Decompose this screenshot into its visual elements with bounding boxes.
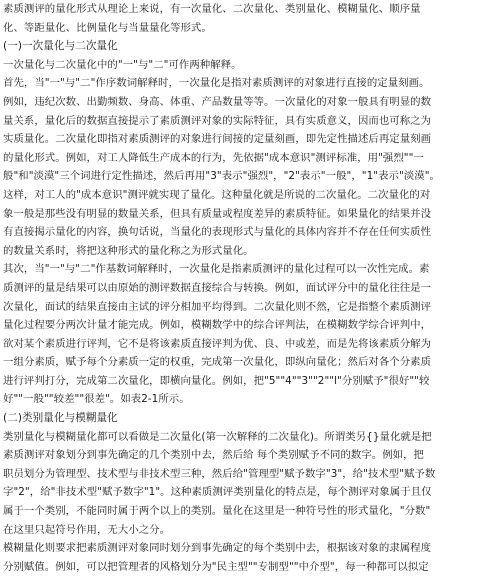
text-line: 素质测评对象划分到事先确定的几个类别中去，然后给 每个类别赋予不同的数字。例如，把 (3, 449, 424, 462)
section-heading: (二)类别量化与模糊量化 (3, 412, 118, 425)
text-line: 欲对某个素质进行评判，它不是将该素质直接评判为优、良、中或差，而是先将该素质分解为 (3, 337, 432, 350)
text-line: 象一般是那些没有明显的数量关系，但具有质量或程度差异的素质特征。如果量化的结果并没 (3, 207, 432, 220)
section-heading: (一)一次量化与二次量化 (3, 40, 118, 53)
text-line: 量化过程要分两次计量才能完成。例如，模糊数学中的综合评判法，在模糊数学综合评判中， (3, 319, 432, 332)
text-line: 实质量化。二次量化即指对素质测评的对象进行间接的定量刻画，即先定性描述后再定量刻画 (3, 133, 432, 146)
text-line: 首先，当"一"与"二"作序数词解释时，一次量化是指对素质测评的对象进行直接的定量刻画。 (3, 77, 430, 90)
text-line: 的数量关系时，将把这种形式的量化称之为形式量化。 (3, 244, 254, 257)
text-line: 次量化，面试的结果直接由主试的评分相加平均得到。二次量化则不然，它是指整个素质测评 (3, 300, 432, 313)
text-line: 字"2"，给"非技术型"赋予数字"1"。这种素质测评类别量化的特点是，每个测评对象属于且仅 (3, 486, 432, 499)
text-line: 好""一般""较差""很差"。如表2-1所示。 (3, 393, 190, 406)
text-line: 属于一个类别，不能同时属于两个以上的类别。量化在这里是一种符号性的形式量化，"分数" (3, 505, 431, 518)
text-line: 一次量化与二次量化中的"一"与"二"可作两种解释。 (3, 58, 242, 71)
text-line: 例如，违纪次数、出勤频数、身高、体重、产品数量等等。一次量化的对象一般具有明显的数 (3, 95, 432, 108)
text-line: 一组分素质，赋予每个分素质一定的权重，完成第一次量化，即纵向量化；然后对各个分素质 (3, 356, 432, 369)
text-line: 在这里只起符号作用，无大小之分。 (3, 523, 171, 536)
text-line: 类别量化与模糊量化都可以看做是二次量化(第一次解释的二次量化)。所谓类另{}量化就是把 (3, 430, 432, 443)
text-line: 量关系，量化后的数据直接提示了素质测评对象的实际特征，具有实质意义，因而也可称之为 (3, 114, 432, 127)
text-line: 化、等距量化、比例量化与当量量化等形式。 (3, 21, 212, 34)
text-line: 分别赋值。例如，可以把管理者的风格划分为"民主型""专制型""中介型"，每一种都可以拟定 (3, 560, 429, 573)
text-line: 有直接揭示量化的内容，换句话说，当量化的表现形式与量化的具体内容并不存在任何实质性 (3, 226, 432, 239)
text-line: 的量化形式。例如，对工人降低生产成本的行为，先依据"成本意识"测评标准，用"强烈""一 (3, 151, 424, 164)
text-line: 其次，当"一"与"二"作基数词解释时，一次量化是指素质测评的量化过程可以一次性完成。素 (3, 263, 430, 276)
text-line: 进行评判打分，完成第二次量化，即横向量化。例如，把"5""4""3""2""l"分别赋予"很好""较 (3, 374, 430, 387)
text-line: 职员划分为管理型、技术型与非技术型三种，然后给"管理型"赋予数字"3"，给"技术型"赋予数 (3, 467, 436, 480)
text-line: 质测评的量是结果可以由原始的测评数据直接综合与转换。例如，面试评分中的量化往往是一 (3, 281, 432, 294)
text-line: 模糊量化则要求把素质测评对象同时划分到事先确定的每个类别中去，根据该对象的隶属程度 (3, 542, 432, 555)
text-line: 般"和"淡漠"三个词进行定性描述，然后再用"3"表示"强烈"，"2"表示"一般"，"1"表示"淡漠"。 (3, 170, 440, 183)
text-line: 素质测评的量化形式从理论上来说，有一次量化、二次量化、类别量化、模糊量化、顺序量 (3, 3, 421, 15)
text-line: 这样，对工人的"成本意识"测评就实现了量化。这种量化就是所说的二次量化。二次量化的对 (3, 188, 431, 201)
